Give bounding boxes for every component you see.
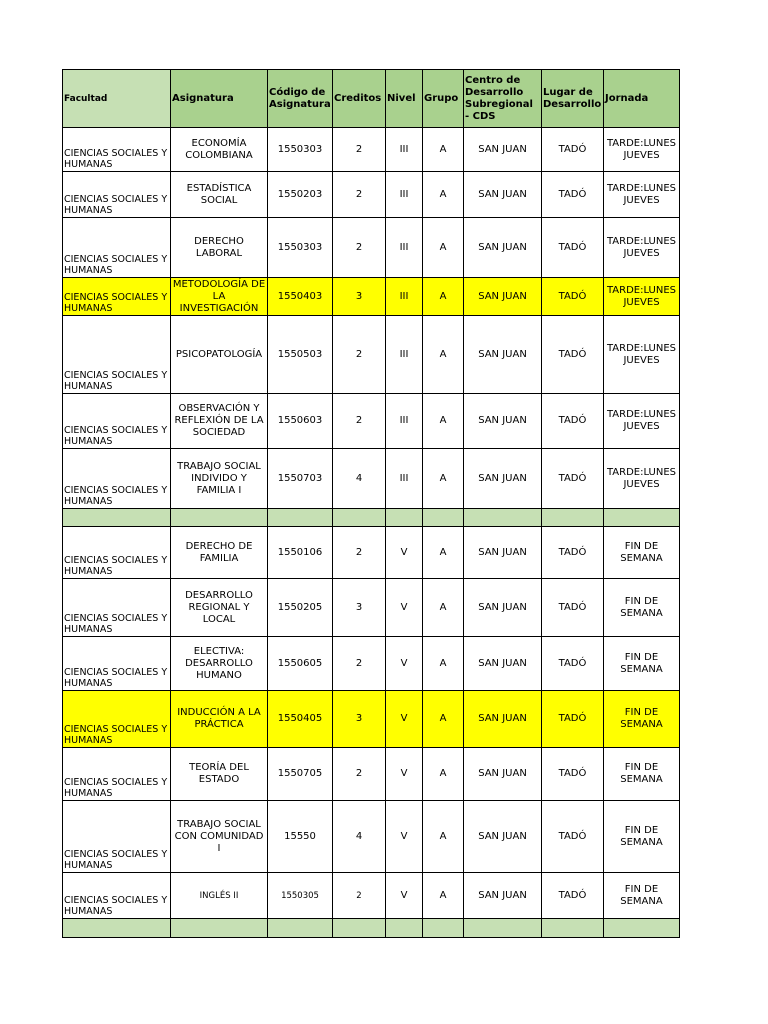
cell-codigo: 1550603 xyxy=(268,394,333,449)
cell-creditos: 2 xyxy=(333,873,386,919)
cell-lugar: TADÓ xyxy=(542,873,604,919)
cell-codigo: 1550303 xyxy=(268,128,333,172)
cell-lugar: TADÓ xyxy=(542,748,604,801)
header-facultad: Facultad xyxy=(63,70,171,128)
cell-creditos: 3 xyxy=(333,691,386,748)
table-row xyxy=(63,801,680,873)
cell-grupo: A xyxy=(423,278,464,316)
cell-centro: SAN JUAN xyxy=(464,748,542,801)
cell-creditos: 2 xyxy=(333,637,386,691)
cell-creditos: 4 xyxy=(333,801,386,873)
cell-facultad: CIENCIAS SOCIALES Y HUMANAS xyxy=(63,637,171,691)
table-row xyxy=(63,579,680,637)
cell-nivel: V xyxy=(386,637,423,691)
cell-asignatura: TRABAJO SOCIAL INDIVIDO Y FAMILIA I xyxy=(171,449,268,509)
cell-facultad: CIENCIAS SOCIALES Y HUMANAS xyxy=(63,278,171,316)
cell-grupo: A xyxy=(423,579,464,637)
cell-creditos: 2 xyxy=(333,527,386,579)
cell-lugar: TADÓ xyxy=(542,801,604,873)
cell-nivel: III xyxy=(386,218,423,278)
cell-codigo: 1550305 xyxy=(268,873,333,919)
table-row xyxy=(63,527,680,579)
table-row xyxy=(63,449,680,509)
cell-jornada: FIN DE SEMANA xyxy=(604,579,680,637)
cell-codigo: 1550405 xyxy=(268,691,333,748)
cell-asignatura: INDUCCIÓN A LA PRÁCTICA xyxy=(171,691,268,748)
cell-codigo: 1550605 xyxy=(268,637,333,691)
cell-grupo: A xyxy=(423,218,464,278)
cell-facultad: CIENCIAS SOCIALES Y HUMANAS xyxy=(63,218,171,278)
cell-jornada: FIN DE SEMANA xyxy=(604,801,680,873)
cell-asignatura: ELECTIVA: DESARROLLO HUMANO xyxy=(171,637,268,691)
cell-codigo: 1550403 xyxy=(268,278,333,316)
header-creditos: Creditos xyxy=(333,70,386,128)
cell-nivel: III xyxy=(386,172,423,218)
cell-creditos: 2 xyxy=(333,748,386,801)
cell-codigo: 1550705 xyxy=(268,748,333,801)
cell-grupo: A xyxy=(423,316,464,394)
cell-lugar: TADÓ xyxy=(542,579,604,637)
cell-asignatura: PSICOPATOLOGÍA xyxy=(171,316,268,394)
cell-centro: SAN JUAN xyxy=(464,579,542,637)
cell-asignatura: ECONOMÍA COLOMBIANA xyxy=(171,128,268,172)
cell-grupo: A xyxy=(423,527,464,579)
cell-nivel: V xyxy=(386,579,423,637)
header-row xyxy=(63,70,680,128)
cell-grupo: A xyxy=(423,128,464,172)
cell-jornada: TARDE:LUNES JUEVES xyxy=(604,218,680,278)
cell-jornada: TARDE:LUNES JUEVES xyxy=(604,128,680,172)
cell-lugar: TADÓ xyxy=(542,218,604,278)
cell-lugar: TADÓ xyxy=(542,278,604,316)
cell-jornada: TARDE:LUNES JUEVES xyxy=(604,449,680,509)
cell-nivel: III xyxy=(386,128,423,172)
cell-facultad: CIENCIAS SOCIALES Y HUMANAS xyxy=(63,394,171,449)
cell-lugar: TADÓ xyxy=(542,316,604,394)
cell-jornada: FIN DE SEMANA xyxy=(604,748,680,801)
cell-lugar: TADÓ xyxy=(542,394,604,449)
cell-asignatura: DESARROLLO REGIONAL Y LOCAL xyxy=(171,579,268,637)
cell-facultad: CIENCIAS SOCIALES Y HUMANAS xyxy=(63,172,171,218)
cell-asignatura: METODOLOGÍA DE LA INVESTIGACIÓN xyxy=(171,278,268,316)
separator-row xyxy=(63,509,680,527)
cell-asignatura: DERECHO DE FAMILIA xyxy=(171,527,268,579)
table-row xyxy=(63,637,680,691)
cell-facultad: CIENCIAS SOCIALES Y HUMANAS xyxy=(63,449,171,509)
cell-codigo: 1550503 xyxy=(268,316,333,394)
cell-centro: SAN JUAN xyxy=(464,278,542,316)
cell-nivel: III xyxy=(386,316,423,394)
cell-grupo: A xyxy=(423,801,464,873)
cell-facultad: CIENCIAS SOCIALES Y HUMANAS xyxy=(63,579,171,637)
cell-centro: SAN JUAN xyxy=(464,394,542,449)
cell-creditos: 2 xyxy=(333,218,386,278)
cell-jornada: FIN DE SEMANA xyxy=(604,637,680,691)
cell-facultad: CIENCIAS SOCIALES Y HUMANAS xyxy=(63,316,171,394)
cell-creditos: 2 xyxy=(333,394,386,449)
cell-codigo: 15550 xyxy=(268,801,333,873)
cell-grupo: A xyxy=(423,873,464,919)
header-centro: Centro de Desarrollo Subregional - CDS xyxy=(464,70,542,128)
cell-lugar: TADÓ xyxy=(542,449,604,509)
table-row xyxy=(63,748,680,801)
cell-facultad: CIENCIAS SOCIALES Y HUMANAS xyxy=(63,691,171,748)
table-row xyxy=(63,172,680,218)
cell-grupo: A xyxy=(423,637,464,691)
cell-nivel: III xyxy=(386,278,423,316)
cell-jornada: TARDE:LUNES JUEVES xyxy=(604,316,680,394)
cell-centro: SAN JUAN xyxy=(464,873,542,919)
cell-centro: SAN JUAN xyxy=(464,691,542,748)
cell-centro: SAN JUAN xyxy=(464,801,542,873)
cell-nivel: III xyxy=(386,449,423,509)
cell-grupo: A xyxy=(423,449,464,509)
cell-creditos: 2 xyxy=(333,316,386,394)
cell-nivel: V xyxy=(386,801,423,873)
table-row-highlighted xyxy=(63,278,680,316)
cell-creditos: 3 xyxy=(333,579,386,637)
cell-centro: SAN JUAN xyxy=(464,316,542,394)
cell-nivel: V xyxy=(386,527,423,579)
cell-jornada: FIN DE SEMANA xyxy=(604,527,680,579)
cell-centro: SAN JUAN xyxy=(464,128,542,172)
cell-codigo: 1550203 xyxy=(268,172,333,218)
cell-creditos: 3 xyxy=(333,278,386,316)
cell-lugar: TADÓ xyxy=(542,527,604,579)
cell-creditos: 2 xyxy=(333,128,386,172)
cell-codigo: 1550205 xyxy=(268,579,333,637)
cell-lugar: TADÓ xyxy=(542,128,604,172)
cell-facultad: CIENCIAS SOCIALES Y HUMANAS xyxy=(63,873,171,919)
cell-centro: SAN JUAN xyxy=(464,218,542,278)
cell-codigo: 1550703 xyxy=(268,449,333,509)
cell-grupo: A xyxy=(423,691,464,748)
cell-codigo: 1550106 xyxy=(268,527,333,579)
cell-asignatura: INGLÉS II xyxy=(171,873,268,919)
cell-asignatura: OBSERVACIÓN Y REFLEXIÓN DE LA SOCIEDAD xyxy=(171,394,268,449)
cell-nivel: III xyxy=(386,394,423,449)
cell-grupo: A xyxy=(423,748,464,801)
cell-jornada: TARDE:LUNES JUEVES xyxy=(604,394,680,449)
cell-lugar: TADÓ xyxy=(542,637,604,691)
cell-jornada: FIN DE SEMANA xyxy=(604,691,680,748)
cell-lugar: TADÓ xyxy=(542,172,604,218)
table-row xyxy=(63,316,680,394)
header-codigo: Código de Asignatura xyxy=(268,70,333,128)
cell-jornada: FIN DE SEMANA xyxy=(604,873,680,919)
cell-jornada: TARDE:LUNES JUEVES xyxy=(604,278,680,316)
schedule-table xyxy=(62,69,680,938)
cell-creditos: 4 xyxy=(333,449,386,509)
cell-centro: SAN JUAN xyxy=(464,527,542,579)
cell-asignatura: TEORÍA DEL ESTADO xyxy=(171,748,268,801)
cell-lugar: TADÓ xyxy=(542,691,604,748)
table-row xyxy=(63,873,680,919)
header-nivel: Nivel xyxy=(386,70,423,128)
cell-facultad: CIENCIAS SOCIALES Y HUMANAS xyxy=(63,128,171,172)
table-row xyxy=(63,394,680,449)
cell-asignatura: ESTADÍSTICA SOCIAL xyxy=(171,172,268,218)
cell-centro: SAN JUAN xyxy=(464,637,542,691)
cell-codigo: 1550303 xyxy=(268,218,333,278)
cell-facultad: CIENCIAS SOCIALES Y HUMANAS xyxy=(63,748,171,801)
header-lugar: Lugar de Desarrollo xyxy=(542,70,604,128)
header-asignatura: Asignatura xyxy=(171,70,268,128)
cell-grupo: A xyxy=(423,394,464,449)
table-row xyxy=(63,128,680,172)
cell-nivel: V xyxy=(386,748,423,801)
cell-nivel: V xyxy=(386,691,423,748)
cell-facultad: CIENCIAS SOCIALES Y HUMANAS xyxy=(63,527,171,579)
cell-centro: SAN JUAN xyxy=(464,172,542,218)
cell-asignatura: TRABAJO SOCIAL CON COMUNIDAD I xyxy=(171,801,268,873)
table-row xyxy=(63,218,680,278)
cell-grupo: A xyxy=(423,172,464,218)
cell-creditos: 2 xyxy=(333,172,386,218)
header-jornada: Jornada xyxy=(604,70,680,128)
table-row-highlighted xyxy=(63,691,680,748)
separator-row xyxy=(63,919,680,938)
cell-nivel: V xyxy=(386,873,423,919)
cell-jornada: TARDE:LUNES JUEVES xyxy=(604,172,680,218)
cell-asignatura: DERECHO LABORAL xyxy=(171,218,268,278)
cell-centro: SAN JUAN xyxy=(464,449,542,509)
cell-facultad: CIENCIAS SOCIALES Y HUMANAS xyxy=(63,801,171,873)
header-grupo: Grupo xyxy=(423,70,464,128)
